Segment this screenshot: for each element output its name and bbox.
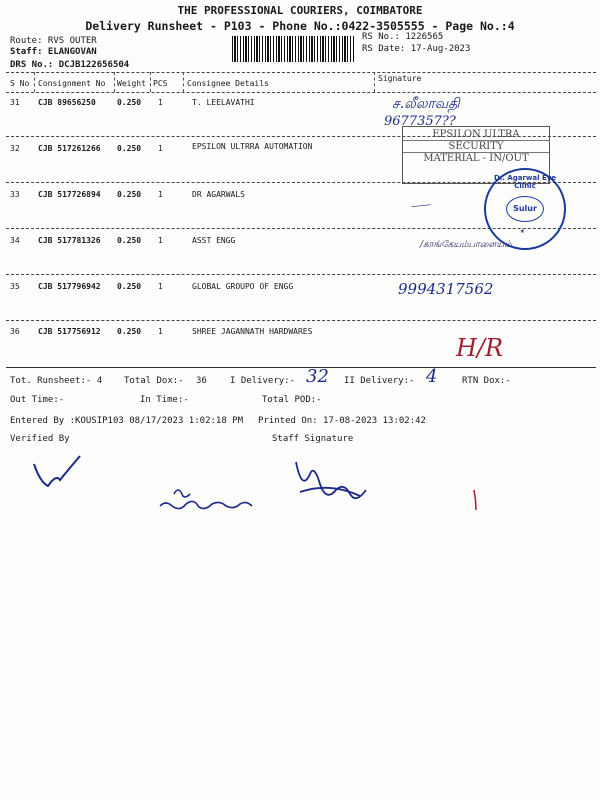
seal-center-text: Sulur [506,196,544,222]
handwritten-phone-31: 9677357?? [384,114,456,129]
stamp-line: MATERIAL - IN/OUT [423,153,529,164]
table-bottom-rule [6,367,596,368]
row-sno: 35 [10,282,20,291]
verifier-signature [30,452,90,492]
column-header-consignment: Consignment No [38,79,106,88]
row-consignment-no: CJB 517796942 [38,282,101,291]
ii-delivery-handwritten: 4 [426,366,438,387]
route-label: Route: RVS OUTER [10,36,97,46]
row-weight: 0.250 [117,236,142,245]
row-consignee: ASST ENGG [192,236,236,245]
row-weight: 0.250 [117,144,142,153]
row-consignment-no: CJB 517781326 [38,236,101,245]
star-icon: ★ [520,226,525,235]
row-sno: 32 [10,144,20,153]
rs-date: RS Date: 17-Aug-2023 [362,44,471,54]
row-sno: 36 [10,327,20,336]
row-consignee: EPSILON ULTRRA AUTOMATION [192,142,313,151]
ii-delivery-label: II Delivery:- [344,376,415,386]
row-pcs: 1 [158,327,163,336]
row-consignment-no: CJB 517261266 [38,144,101,153]
column-header-signature: Signature [378,74,422,83]
runsheet-subtitle: Delivery Runsheet - P103 - Phone No.:0422-3505555 - Page No.:4 [85,19,515,33]
total-dox-value: 36 [196,376,207,386]
barcode-graphic [232,36,354,62]
clinic-seal [484,168,566,250]
column-header-consignee: Consignee Details [187,79,269,88]
tot-runsheet: Tot. Runsheet:- 4 [10,376,103,386]
entered-by: Entered By :KOUSIP103 08/17/2023 1:02:18 PM [10,416,243,426]
rtn-dox-label: RTN Dox:- [462,376,511,386]
stamp-line: SECURITY [403,141,549,153]
i-delivery-label: I Delivery:- [230,376,296,386]
handwritten-hr-note: H/R [456,334,504,362]
drs-number: DRS No.: DCJB122656504 [10,60,130,70]
col-divider [34,72,35,92]
handwritten-signature-31: ச.லீலாவதி [392,96,460,112]
row-consignee: GLOBAL GROUPO OF ENGG [192,282,294,291]
table-top-rule [6,72,596,73]
verified-by-label: Verified By [10,434,70,444]
row-consignee: SHREE JAGANNATH HARDWARES [192,327,313,336]
pen-mark [470,488,480,512]
column-header-weight: Weight [117,79,146,88]
row-consignment-no: CJB 517726894 [38,190,101,199]
col-divider [114,72,115,92]
in-time-label: In Time:- [140,395,189,405]
row-pcs: 1 [158,144,163,153]
row-sno: 33 [10,190,20,199]
printed-on: Printed On: 17-08-2023 13:02:42 [258,416,426,426]
row-pcs: 1 [158,98,163,107]
total-dox-label: Total Dox:- [124,376,184,386]
stamp-line: EPSILON ULTRA [403,127,549,141]
out-time-label: Out Time:- [10,395,65,405]
staff-signature-main [288,452,378,512]
row-consignee: DR AGARWALS [192,190,245,199]
runsheet-title: THE PROFESSIONAL COURIERS, COIMBATORE [177,4,423,17]
col-divider [183,72,184,92]
seal-ring-text: Dr. Agarwal Eye Clinic [493,174,557,190]
col-divider [150,72,151,92]
handwritten-signature-33: ⸺ [409,196,432,214]
col-divider [374,72,375,92]
row-separator [6,320,596,321]
column-header-sno: S No [10,79,30,88]
row-pcs: 1 [158,236,163,245]
total-pod-label: Total POD:- [262,395,322,405]
i-delivery-handwritten: 32 [306,366,329,387]
table-header-rule [6,92,596,93]
rs-number: RS No.: 1226565 [362,32,444,42]
handwritten-signature-35: 9994317562 [398,280,494,298]
row-weight: 0.250 [117,327,142,336]
row-sno: 34 [10,236,20,245]
column-header-pcs: PCS [153,79,168,88]
row-weight: 0.250 [117,282,142,291]
row-consignee: T. LEELAVATHI [192,98,255,107]
row-pcs: 1 [158,190,163,199]
row-consignment-no: CJB 89656250 [38,98,96,107]
row-sno: 31 [10,98,20,107]
staff-label: Staff: ELANGOVAN [10,47,97,57]
staff-signature-tamil [156,480,276,520]
row-consignment-no: CJB 517756912 [38,327,101,336]
row-weight: 0.250 [117,190,142,199]
row-weight: 0.250 [117,98,142,107]
tamil-address-stamp: /காங்கேயம்பாளையம் [420,240,512,250]
staff-signature-label: Staff Signature [272,434,354,444]
row-separator [6,274,596,275]
row-pcs: 1 [158,282,163,291]
